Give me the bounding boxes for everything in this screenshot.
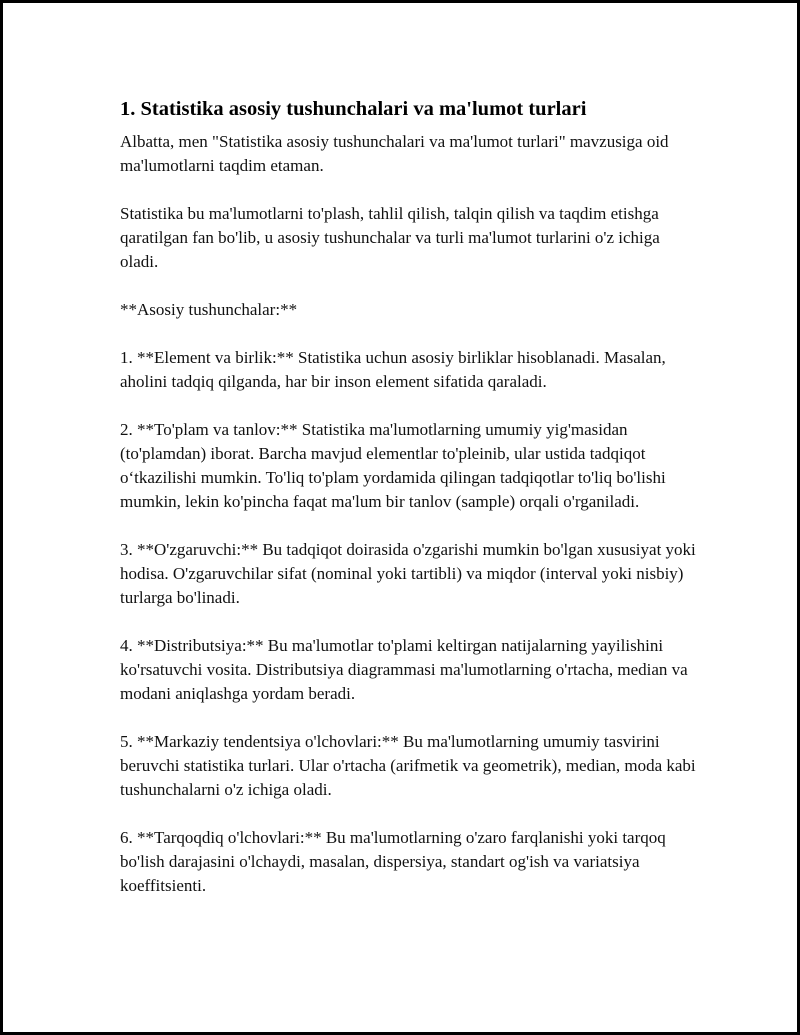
list-item-variable: 3. **O'zgaruvchi:** Bu tadqiqot doirasida o'zgarishi mumkin bo'lgan xususiyat yoki hodisa. O'zgaruvchilar sifat (nominal yoki tartibli) va miqdor (interval yoki nisbiy) turlarga bo'linadi. (120, 540, 696, 607)
list-item-population-sample: 2. **To'plam va tanlov:** Statistika ma'lumotlarning umumiy yig'masidan (to'plamdan) iborat. Barcha mavjud elementlar to'pleinib, ular ustida tadqiqot o‘tkazilishi mumkin. To'liq to'plam yordamida qilingan tadqiqotlar to'liq bo'lishi mumkin, lekin ko'pincha faqat ma'lum bir tanlov (sample) orqali o'rganiladi. (120, 420, 666, 511)
list-item-dispersion: 6. **Tarqoqdiq o'lchovlari:** Bu ma'lumotlarning o'zaro farqlanishi yoki tarqoq bo'lish darajasini o'lchaydi, masalan, dispersiya, standart og'ish va variatsiya koeffitsienti. (120, 828, 666, 895)
list-item-central-tendency: 5. **Markaziy tendentsiya o'lchovlari:** Bu ma'lumotlarning umumiy tasvirini beruvchi statistika turlari. Ular o'rtacha (arifmetik va geometrik), median, moda kabi tushunchalarni o'z ichiga oladi. (120, 732, 696, 799)
paragraph-definition: Statistika bu ma'lumotlarni to'plash, tahlil qilish, talqin qilish va taqdim etishga qaratilgan fan bo'lib, u asosiy tushunchalar va turli ma'lumot turlarini o'z ichiga oladi. (120, 204, 660, 271)
list-item-element: 1. **Element va birlik:** Statistika uchun asosiy birliklar hisoblanadi. Masalan, aholini tadqiq qilganda, har bir inson element sifatida qaraladi. (120, 348, 666, 391)
list-item-distribution: 4. **Distributsiya:** Bu ma'lumotlar to'plami keltirgan natijalarning yayilishini ko'rsatuvchi vosita. Distributsiya diagrammasi ma'lumotlarning o'rtacha, median va modani aniqlashga yordam beradi. (120, 636, 688, 703)
paragraph-intro: Albatta, men "Statistika asosiy tushunchalari va ma'lumot turlari" mavzusiga oid ma'lumotlarni taqdim etaman. (120, 132, 669, 175)
paragraph-section-heading: **Asosiy tushunchalar:** (120, 300, 298, 319)
document-body (120, 96, 700, 922)
document-title: 1. Statistika asosiy tushunchalari va ma'lumot turlari (120, 98, 587, 120)
